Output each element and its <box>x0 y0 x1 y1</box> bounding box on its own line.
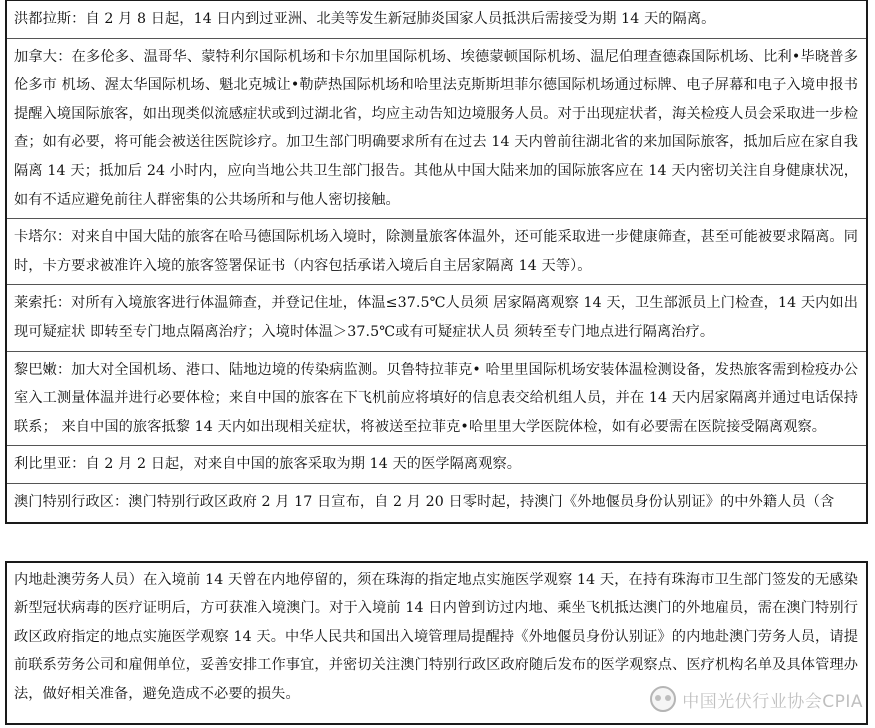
country-row-liberia: 利比里亚：自 2 月 2 日起，对来自中国的旅客采取为期 14 天的医学隔离观察。 <box>7 445 866 483</box>
notice-table-bottom <box>5 561 868 725</box>
country-row-honduras: 洪都拉斯：自 2 月 8 日起，14 日内到过亚洲、北美等发生新冠肺炎国家人员抵洪后需接受为期 14 天的隔离。 <box>14 11 716 27</box>
country-row-lesotho: 莱索托：对所有入境旅客进行体温筛查，并登记住址，体温≤37.5℃人员须 居家隔离观察 14 天，卫生部派员上门检查，14 天内如出现可疑症状 即转至专门地点隔离治疗；入境时体温＞37.5℃或有可疑症状人员 须转至专门地点进行隔离治疗。 <box>7 284 866 350</box>
country-row-macau-start: 澳门特别行政区：澳门特别行政区政府 2 月 17 日宣布，自 2 月 20 日零时起，持澳门《外地偃员身份认别证》的中外籍人员（含 <box>7 483 866 522</box>
country-row-canada: 加拿大：在多伦多、温哥华、蒙特利尔国际机场和卡尔加里国际机场、埃德蒙顿国际机场、温尼伯理查德森国际机场、比利•毕晓普多伦多市 机场、渥太华国际机场、魁北克城让•勒萨热国际机场和哈里法克斯斯坦菲尔德国际机场通过标牌、电子屏幕和电子入境申报书提醒入境国际旅客，如出现类似流感症状或到过湖北省，均应主动告知边境服务人员。对于出现症状者，海关检疫人员会采取进一步检查；如有必要，将可能会被送往医院诊疗。加卫生部门明确要求所有在过去 14 天内曾前往湖北省的来加国际旅客，抵加后应在家自我隔离 14 天；抵加后 24 小时内，应向当地公共卫生部门报告。其他从中国大陆来加的国际旅客应在 14 天内密切关注自身健康状况，如有不适应避免前往人群密集的公共场所和与他人密切接触。 <box>7 38 866 219</box>
watermark-text: 中国光伏行业协会CPIA <box>682 691 863 712</box>
notice-table-top <box>5 0 868 524</box>
country-row-lebanon: 黎巴嫩：加大对全国机场、港口、陆地边境的传染病监测。贝鲁特拉菲克• 哈里里国际机场安装体温检测设备，发热旅客需到检疫办公室入工测量体温并进行必要体检；来自中国的旅客在下飞机前应将填好的信息表交给机组人员，并在 14 天内居家隔离并通过电话保持联系； 来自中国的旅客抵黎 14 天内如出现相关症状，将被送至拉菲克•哈里里大学医院体检，如有必要需在医院接受隔离观察。 <box>7 351 866 446</box>
country-row-macau-continued: 内地赴澳劳务人员）在入境前 14 天曾在内地停留的，须在珠海的指定地点实施医学观察 14 天，在持有珠海市卫生部门签发的无感染新型冠状病毒的医疗证明后，方可获准入境澳门。对于入境前 14 日内曾到访过内地、乘坐飞机抵达澳门的外地雇员，需在澳门特别行政区政府指定的地点实施医学观察 14 天。中华人民共和国出入境管理局提醒持《外地偃员身份认别证》的内地赴澳门劳务人员，请提前联系劳务公司和雇佣单位，妥善安排工作事宜，并密切关注澳门特别行政区政府随后发布的医学观察点、医疗机构名单及具体管理办法，做好相关准备，避免造成不必要的损失。 <box>14 572 858 702</box>
country-row-qatar: 卡塔尔：对来自中国大陆的旅客在哈马德国际机场入境时，除测量旅客体温外，还可能采取进一步健康筛查，甚至可能被要求隔离。同时，卡方要求被准许入境的旅客签署保证书（内容包括承诺入境后自主居家隔离 14 天等）。 <box>7 218 866 284</box>
